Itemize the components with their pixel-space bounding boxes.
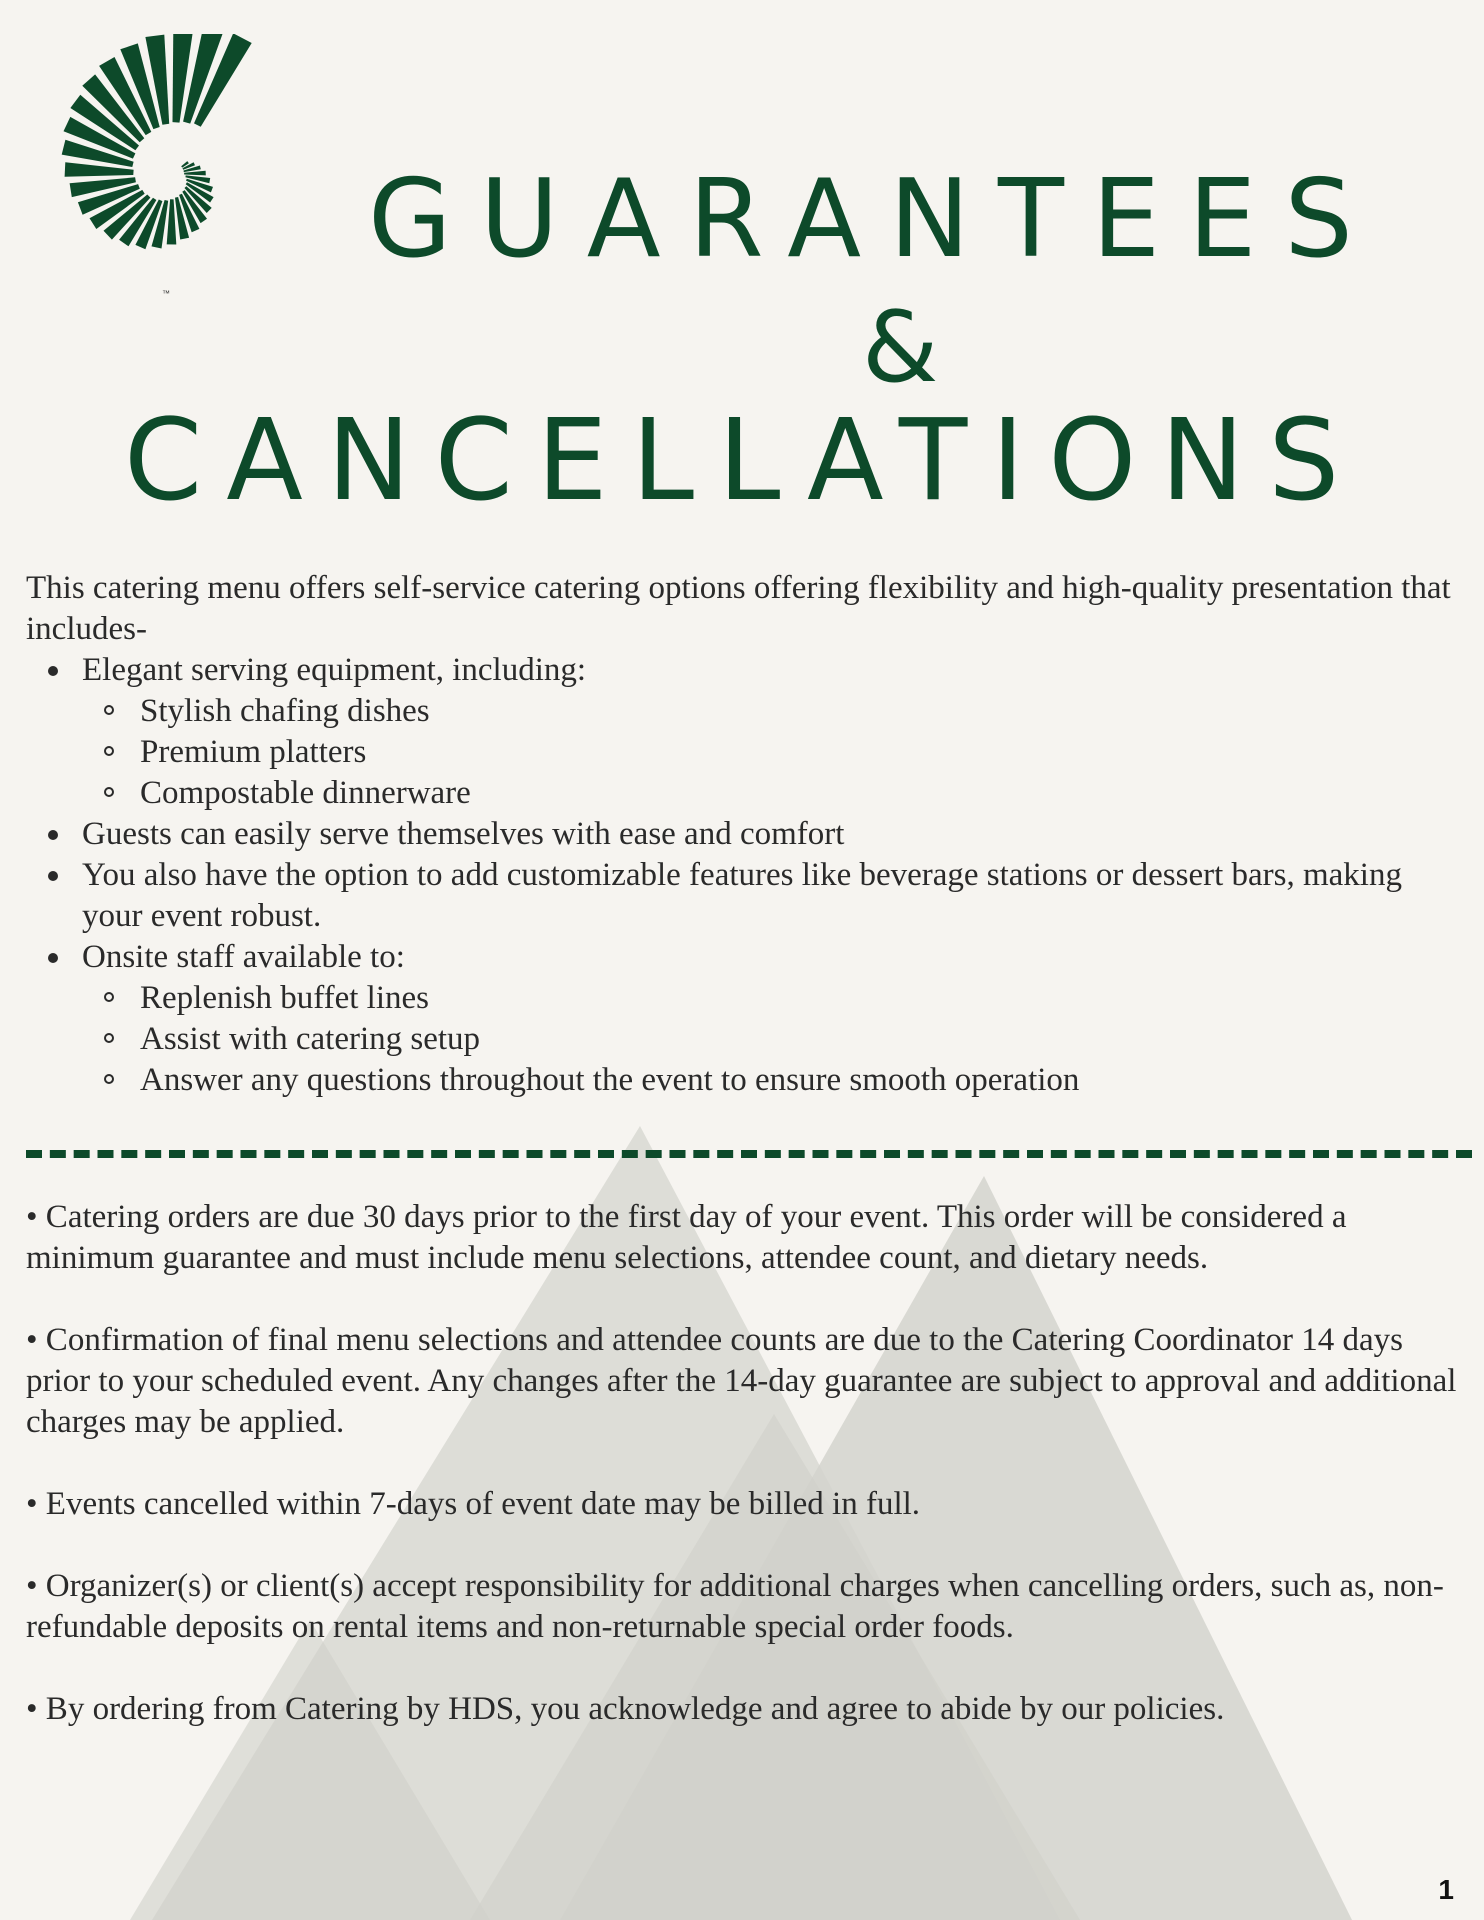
intro-section <box>26 568 1466 1101</box>
logo-segment <box>167 199 177 244</box>
policy-paragraph: • Confirmation of final menu selections and attendee counts are due to the Catering Coordinator 14 days prior to your scheduled event. Any changes after the 14-day guarantee are subject to approval and additional charges may be applied. <box>26 1322 1457 1440</box>
intro-paragraph: This catering menu offers self-service catering options offering flexibility and high-quality presentation that includes- <box>26 570 1451 647</box>
sub-list-item: Assist with catering setup <box>140 1019 1466 1060</box>
spiral-logo-icon <box>0 34 330 304</box>
list-item <box>82 650 1466 814</box>
page-number: 1 <box>1438 1874 1454 1905</box>
policy-paragraph: • By ordering from Catering by HDS, you acknowledge and agree to abide by our policies. <box>26 1691 1225 1727</box>
sub-list <box>82 691 1466 814</box>
list-item: You also have the option to add customizable features like beverage stations or dessert bars, making your event robust. <box>82 855 1466 937</box>
policy-paragraph: • Catering orders are due 30 days prior to the first day of your event. This order will be considered a minimum guarantee and must include menu selections, attendee count, and dietary needs. <box>26 1199 1347 1276</box>
policies-section <box>26 1197 1466 1771</box>
page-title-ampersand: & <box>862 291 939 405</box>
page-title-cancellations: CANCELLATIONS <box>124 396 1364 526</box>
sub-list-item: Premium platters <box>140 732 1466 773</box>
page-title-guarantees: GUARANTEES <box>368 157 1381 282</box>
sub-list-item: Replenish buffet lines <box>140 978 1466 1019</box>
list-item-text: Onsite staff available to: <box>82 939 405 975</box>
list-item-text: Elegant serving equipment, including: <box>82 652 587 688</box>
policy-paragraph: • Events cancelled within 7-days of event date may be billed in full. <box>26 1486 921 1522</box>
features-list <box>26 650 1466 1101</box>
sub-list-item: Answer any questions throughout the event to ensure smooth operation <box>140 1060 1466 1101</box>
sub-list <box>82 978 1466 1101</box>
policy-paragraph: • Organizer(s) or client(s) accept responsibility for additional charges when cancelling orders, such as, non-refundable deposits on rental items and non-returnable special order foods. <box>26 1568 1444 1645</box>
list-item: Guests can easily serve themselves with ease and comfort <box>82 814 1466 855</box>
dashed-divider <box>26 1150 1472 1158</box>
trademark-symbol: ™ <box>162 289 170 298</box>
sub-list-item: Compostable dinnerware <box>140 773 1466 814</box>
sub-list-item: Stylish chafing dishes <box>140 691 1466 732</box>
list-item <box>82 937 1466 1101</box>
